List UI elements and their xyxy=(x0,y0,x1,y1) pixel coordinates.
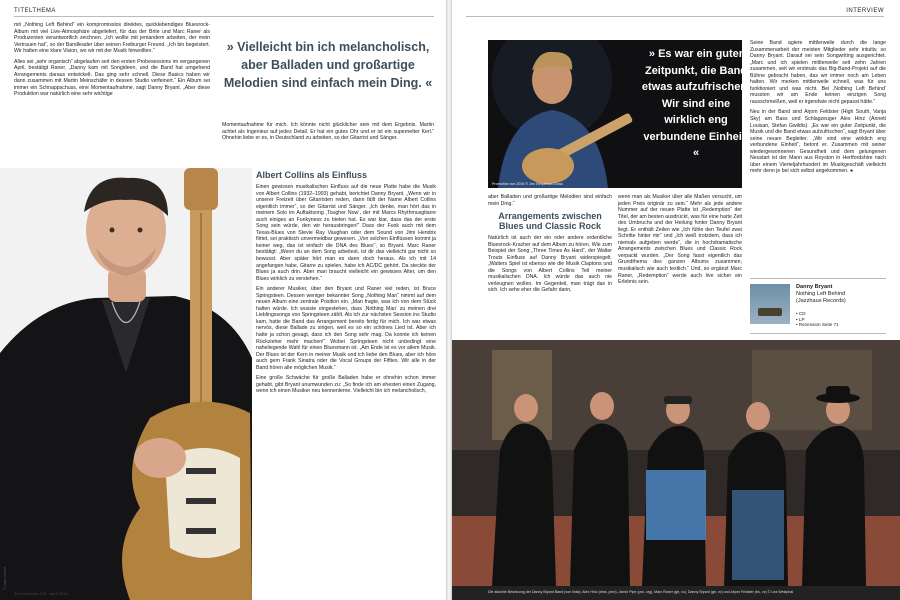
article-col-a xyxy=(488,194,612,298)
article-col-1 xyxy=(14,22,210,102)
danny-bryant-portrait-photo xyxy=(0,168,252,600)
side-photo-credit: © Jaap Hobert xyxy=(3,566,7,590)
album-title: Nothing Left Behind xyxy=(796,291,846,297)
caption-strip xyxy=(452,586,900,600)
article-col-b xyxy=(618,194,742,290)
paragraph: Ein anderer Musiker, über den Bryant und Raner viel reden, ist Bruce Springsteen. Dessen weniger bekannter Song „Nothing Man“ nimmt auf dem neuen Album eine zentrale Position ein. „Man fragte, was ich von dem Stück halten würde. Ich wusste eingestehen, dass ‚Nothing Man‘ zu meinen drei Lieblingssongs von Springsteen zählt. Als ich zur nächsten Session ins Studio kam, hatte die Band das Arrangement bereits fertig für mich. Ich war etwas nervös, diese Ballade zu singen, weil es so ein schönes Lied ist. Aber ich hatte ja schon gesagt, dass ich den Song sehr mag. Da konnte ich keinen Rückzieher mehr machen!“ Wobei Springsteen nicht unbedingt eine naheliegende Wahl für einen Bluesmann ist. „Am Ende ist es vor allem Musik. Der Blues ist der Kern in meiner Musik und ich liebe den Blues, aber ich höre auch gern Frank Sinatra oder die Vocal Groups der Fifties. Wir alle in der Band hören alle möglichen Musik.“ xyxy=(256,286,436,371)
pull-quote-right: » Es war ein guter Zeitpunkt, die Band etwas aufzufrischen. Wir sind eine wirklich eng verbundene Einheit. « xyxy=(641,48,751,159)
header-rule-right xyxy=(466,16,884,17)
promo-photo-credit: Promofoto von 2016 © Jim Templeton-Cross xyxy=(492,182,563,186)
paragraph: mit „Nothing Left Behind“ ein kompromisslos direktes, quicklebendiges Bluesrock-Album mit viel Live-Atmosphäre abgeliefert, für das der Brite und Marc Raner als Produzenten verantwortlich zeichnen. „Ich wollte mit jemandem arbeiten, der mein Vertrauen hat“, so der Bandleader über seinen Freiburger Freund. „Ich bin begeistert. Wir hatten eine klare Vision, wo wir mit der Musik hinwollten.“ xyxy=(14,22,210,55)
right-page xyxy=(452,0,900,600)
paragraph: Momentaufnahme für mich. Ich könnte nicht glücklicher sein mit dem Ergebnis. Martin achtet als Ingenieur auf jedes Detail. Er hat ein gutes Ohr und er ist ein supernetter Kerl.“ Ohnehin liebe er es, in Deutschland zu arbeiten, so der Gitarrist und Sänger. xyxy=(222,122,434,142)
paragraph: Eine große Schwäche für große Balladen habe er ohnehin schon immer gehabt, gibt Bryant unumwunden zu: „So finde ich am ehesten einen Zugang, wenn ich einen Musiker neu kennenlerne. Vielleicht bin ich melancholisch, xyxy=(256,375,436,395)
section-heading-arrangements: Arrangements zwischen Blues und Classic Rock xyxy=(498,211,602,232)
paragraph: Neu in der Band sind Arjom Feldster (High South, Vanja Sky) am Bass und Schlagzeuger Alex Hinz (Annett Louisan, Stefan Gwildis). „Es war ein guter Zeitpunkt, die Musik und die Band etwas aufzufrischen“, sagt Bryant über seine neuen Begleiter. „Wir sind eine wirklich eng verbundene Einheit“, betont er. Zusammen mit seiner wiedergewonnenen Gesundheit und dem gelungenen Neustart ist der Mann aus Royston in Hertfordshire nach über einem Vierteljahrhundert im Musikgeschäft vielleicht mehr denn je bei sich selbst angekommen. ● xyxy=(750,109,886,175)
album-formats: • CD • LP • Rezension Seite 71 xyxy=(796,311,839,328)
album-info-text xyxy=(796,284,846,305)
paragraph: Natürlich ist auch der ein oder andere ordentliche Bluesrock-Kracher auf dem Album zu hören. Wie zum Beispiel der Song „Three Times As Hard“, der Walter Trouts Einfluss auf Danny Bryant widerspiegelt. „Walters Spiel ist ebenso wie die Musik Claptons und die Songs von Albert Collins Teil meiner musikalischen DNA. Ich würde das auch nie verleugnen wollen. Im Gegenteil, man trägt das in sich. Ich sehe eher die Gefahr darin, xyxy=(488,235,612,294)
page-footer-left: 30 bluesnews 105 · April 2026 xyxy=(14,591,68,596)
article-col-2-top xyxy=(222,122,434,146)
pull-quote-left: » Vielleicht bin ich melancholisch, aber Balladen und großartige Melodien sind einfach mein Ding. « xyxy=(223,40,433,90)
paragraph: Seine Band agiere mittlerweile durch die lange Zusammenarbeit der meisten Mitglieder sehr intuitiv, so Danny Bryant. Darauf sei sein Songwriting ausgerichtet. „Marc und ich spielen mittlerweile seit zehn Jahren zusammen, seit wir erstmals das Big-Band-Projekt auf die Bühne gebracht haben, das wir immer noch am Leben halten. Wir merken mittlerweile schnell, was für uns funktioniert und was nicht. Bei ‚Nothing Left Behind‘ mussten wir am Ende keinen einzigen Song rausschmeißen, weil er irgendwie nicht gepasst hätte.“ xyxy=(750,40,886,105)
paragraph: Alles sei „sehr organisch“ abgelaufen seit den ersten Probesessions im vergangenen April, bestätigt Raner. „Danny kam mit Songideen, und die Band hat umgehend Arrangements daraus entwickelt. Das ging sehr schnell. Diese Basics haben wir dann zusammen mit Martin Meinschäfer in dessen Studio verfeinert.“ Ein Album sei immer ein Schnappschuss, eine Momentaufnahme, sagt Danny Bryant. „Aber diese Produktion war natürlich eine sehr wichtige xyxy=(14,58,210,98)
album-artist: Danny Bryant xyxy=(796,284,833,290)
band-photo-illustration xyxy=(452,340,900,586)
paragraph: wenn man als Musiker über alle Maßen versucht, um jeden Preis originär zu sein.“ Mehr als jede andere Nummer auf der neuen Platte ist „Redemption“ der Titel, der am besten ausdrückt, was für eine harte Zeit des Umbruchs und der Heilung hinter Danny Bryant liegt. Er enthält Zeilen wie „Ich fühle den Teufel zwei Schritte hinter mir“ und „Ich weiß trotzdem, dass ich niemals aufgeben werde“, die in hochdramatische Arrangements zwischen Blues und Classic Rock verpackt wurden. „Der Song fasst eigentlich das Grundthema des ganzen Albums zusammen, musikalisch wie auch textlich.“ Und, so ergänzt Marc Raner, „Redemption“ werde auch live sicher ein Erlebnis sein. xyxy=(618,194,742,286)
running-head-right: INTERVIEW xyxy=(846,8,884,14)
paragraph: aber Balladen und großartige Melodien sind einfach mein Ding.“ xyxy=(488,194,612,207)
left-page xyxy=(0,0,446,600)
portrait-illustration xyxy=(0,168,252,600)
article-col-c xyxy=(750,40,886,179)
album-info-box xyxy=(750,278,886,334)
album-label: (Jazzhaus Records) xyxy=(796,298,846,304)
header-rule-left xyxy=(14,16,434,17)
paragraph: Einen gewissen musikalischen Einfluss auf die neue Platte habe die Musik von Albert Collins (1932–1993) gehabt, berichtet Danny Bryant. „Wenn wir in unserer Freizeit über Gitarristen reden, dann fällt der Name Albert Collins eigentlich immer“, so der Gitarrist und Sänger. „Ich denke, man hört das in meinem Solo im Auftaktsong ‚Tougher Now‘, der mit Marcs Rhythmusgitarre auch einiges an Funkyness zu bieten hat. Es war klar, dass das der erste Song sein würde, den wir herausbringen!“ Dass der Funk auch mit dem Texas-Blues von Stevie Ray Vaughan oder dem Sound von Jimi Hendrix flirtet, sei praktisch unvermeidbar gewesen. „Von solchen Einflüssen kommt ja keiner weg, das ist einfach die DNA des Blues“, so Bryant. Marc Raner bestätigt: „Wenn du an dem Song arbeitest, ist dir das vielleicht gar nicht so bewusst. Aber später hört man es dann doch heraus. Als ich mit 14 angefangen habe, Gitarre zu spielen, habe ich AC/DC gehört. Da steckte der Blues ja auch drin. Aber man braucht vielleicht ein gewisses Alter, um den Blues wirklich zu verstehen.“ xyxy=(256,184,436,282)
band-photo-caption: Die aktuelle Besetzung der Danny Bryant Band (von links): Alex Hinz (dms, perc), Jamie Pipe (pro, org), Marc Raner (gtr, vc), Danny Bryant (gtr, vc) und Arjom Feldster (bs, vc) © Lea Westphal xyxy=(488,590,794,594)
article-col-2 xyxy=(256,170,436,399)
band-photo xyxy=(452,340,900,586)
section-heading-albert-collins: Albert Collins als Einfluss xyxy=(256,170,368,180)
running-head-left: TITELTHEMA xyxy=(14,8,56,14)
album-cover-thumbnail xyxy=(750,284,790,324)
